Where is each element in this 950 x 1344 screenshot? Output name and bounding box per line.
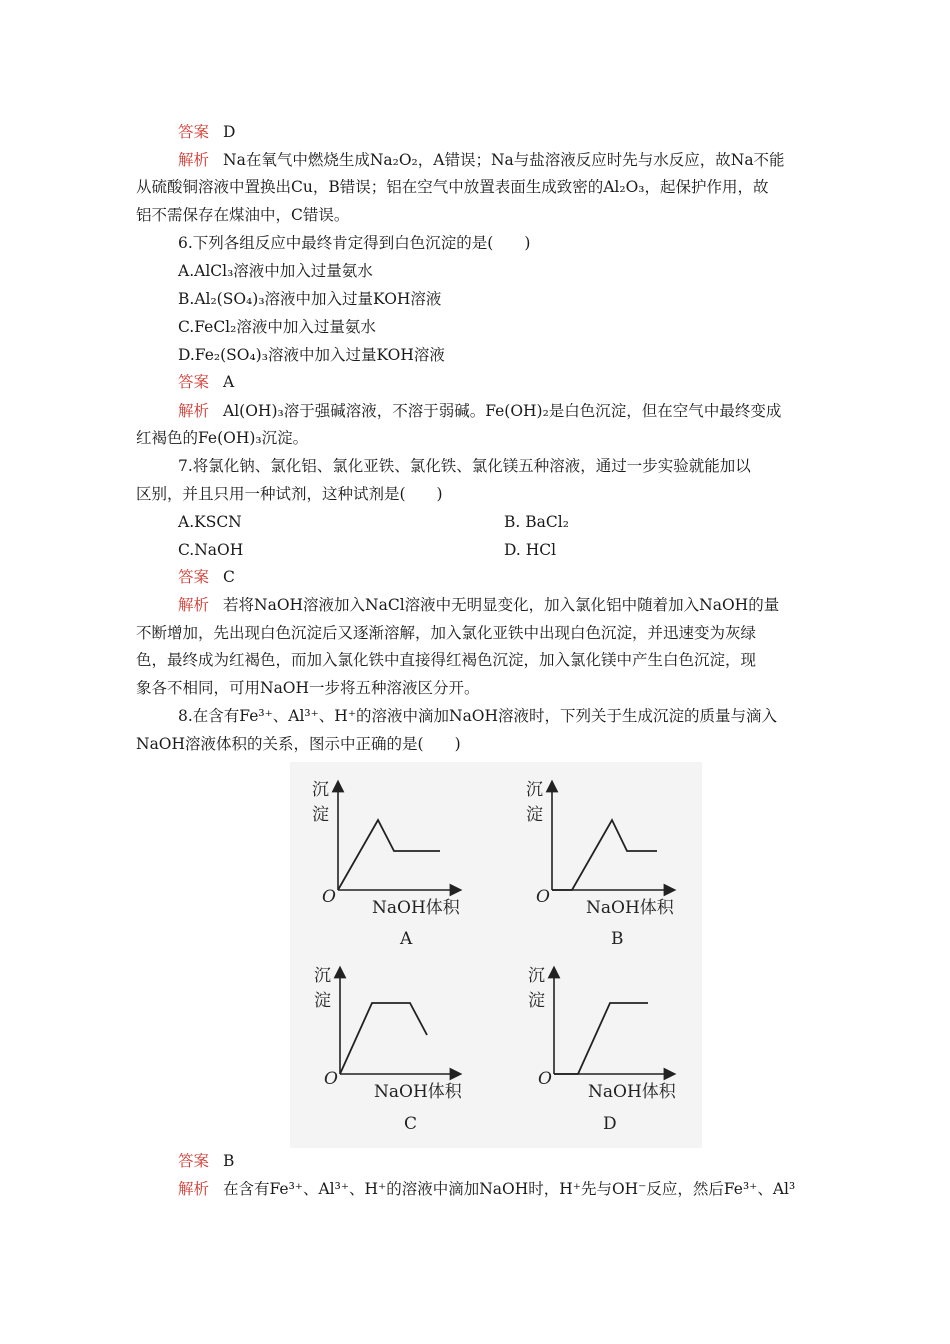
graph-d-caption: D: [603, 1114, 617, 1134]
answer-value: C: [223, 568, 235, 586]
q7-option-c: C.NaOH: [178, 541, 244, 559]
graph-b-xlabel: NaOH体积: [586, 898, 674, 918]
graph-d-ylabel-bottom: 淀: [528, 991, 545, 1011]
q6-option-d: D.Fe₂(SO₄)₃溶液中加入过量KOH溶液: [178, 346, 445, 364]
graph-b-ylabel-bottom: 淀: [526, 805, 543, 825]
q7-option-b: B. BaCl₂: [504, 513, 569, 531]
q5-analysis-line-3: 铝不需保存在煤油中，C错误。: [136, 206, 350, 224]
answer-value: D: [223, 123, 236, 141]
analysis-text: 若将NaOH溶液加入NaCl溶液中无明显变化，加入氯化铝中随着加入NaOH的量: [223, 596, 780, 614]
graph-c-curve: [340, 1003, 427, 1074]
graph-d-curve: [554, 1003, 648, 1074]
q8-stem-line-1: 8.在含有Fe³⁺、Al³⁺、H⁺的溶液中滴加NaOH溶液时，下列关于生成沉淀的质量与滴入: [178, 707, 778, 725]
q6-analysis-line-1: [178, 401, 818, 421]
q7-analysis-line-4: 象各不相同，可用NaOH一步将五种溶液区分开。: [136, 679, 480, 697]
answer-value: A: [223, 373, 235, 391]
q8-figure: [290, 762, 702, 1148]
graph-a-origin: O: [322, 887, 336, 907]
q7-analysis-line-1: [178, 595, 818, 615]
analysis-label: 解析: [178, 596, 210, 614]
graph-d-xlabel: NaOH体积: [588, 1082, 676, 1102]
analysis-label: 解析: [178, 151, 210, 169]
q8-stem-line-2: NaOH溶液体积的关系，图示中正确的是( ): [136, 735, 461, 753]
answer-label: 答案: [178, 1152, 210, 1170]
q7-stem-line-1: 7.将氯化钠、氯化铝、氯化亚铁、氯化铁、氯化镁五种溶液，通过一步实验就能加以: [178, 457, 751, 475]
analysis-label: 解析: [178, 1180, 210, 1198]
q6-answer: [178, 372, 818, 392]
q5-analysis-line-1: [178, 150, 818, 170]
graph-c-origin: O: [324, 1069, 338, 1089]
q8-graphs-svg: [290, 762, 702, 1148]
q8-analysis-line-1: [178, 1179, 818, 1199]
answer-label: 答案: [178, 373, 210, 391]
graph-c-caption: C: [404, 1114, 418, 1134]
analysis-text: 在含有Fe³⁺、Al³⁺、H⁺的溶液中滴加NaOH时，H⁺先与OH⁻反应，然后Fe³⁺、Al³: [223, 1180, 796, 1198]
graph-c-ylabel-bottom: 淀: [314, 991, 331, 1011]
q7-answer: [178, 567, 818, 587]
q7-options-row-2: [178, 540, 818, 560]
analysis-text: Al(OH)₃溶于强碱溶液，不溶于弱碱。Fe(OH)₂是白色沉淀，但在空气中最终变成: [223, 402, 782, 420]
q6-analysis-line-2: 红褐色的Fe(OH)₃沉淀。: [136, 429, 309, 447]
answer-label: 答案: [178, 123, 210, 141]
graph-d-origin: O: [538, 1069, 552, 1089]
graph-d: [528, 966, 677, 1134]
q7-stem-line-2: 区别，并且只用一种试剂，这种试剂是( ): [136, 485, 443, 503]
q7-analysis-line-2: 不断增加，先出现白色沉淀后又逐渐溶解，加入氯化亚铁中出现白色沉淀，并迅速变为灰绿: [136, 624, 757, 642]
q6-option-c: C.FeCl₂溶液中加入过量氨水: [178, 318, 376, 336]
graph-d-ylabel-top: 沉: [528, 966, 545, 986]
analysis-text: Na在氧气中燃烧生成Na₂O₂，A错误；Na与盐溶液反应时先与水反应，故Na不能: [223, 151, 785, 169]
graph-a-curve: [338, 820, 440, 890]
q7-option-d: D. HCl: [504, 541, 557, 559]
q8-answer: [178, 1151, 818, 1171]
analysis-label: 解析: [178, 402, 210, 420]
graph-a: [312, 780, 461, 949]
graph-a-ylabel-bottom: 淀: [312, 805, 329, 825]
q5-answer: [178, 122, 818, 142]
graph-a-caption: A: [400, 929, 413, 949]
q7-options-row-1: [178, 512, 818, 532]
graph-a-xlabel: NaOH体积: [372, 898, 460, 918]
graph-c-ylabel-top: 沉: [314, 966, 331, 986]
graph-b: [526, 780, 675, 949]
graph-c-xlabel: NaOH体积: [374, 1082, 462, 1102]
answer-label: 答案: [178, 568, 210, 586]
answer-value: B: [223, 1152, 235, 1170]
q6-option-b: B.Al₂(SO₄)₃溶液中加入过量KOH溶液: [178, 290, 442, 308]
graph-b-curve: [552, 820, 657, 890]
q6-stem: 6.下列各组反应中最终肯定得到白色沉淀的是( ): [178, 234, 531, 252]
q7-analysis-line-3: 色，最终成为红褐色，而加入氯化铁中直接得红褐色沉淀，加入氯化镁中产生白色沉淀，现: [136, 651, 757, 669]
graph-b-ylabel-top: 沉: [526, 780, 543, 800]
graph-b-origin: O: [536, 887, 550, 907]
q6-option-a: A.AlCl₃溶液中加入过量氨水: [178, 262, 373, 280]
graph-c: [314, 966, 463, 1134]
q5-analysis-line-2: 从硫酸铜溶液中置换出Cu，B错误；铝在空气中放置表面生成致密的Al₂O₃，起保护作用，故: [136, 178, 769, 196]
q7-option-a: A.KSCN: [178, 513, 242, 531]
graph-b-caption: B: [611, 929, 624, 949]
graph-a-ylabel-top: 沉: [312, 780, 329, 800]
